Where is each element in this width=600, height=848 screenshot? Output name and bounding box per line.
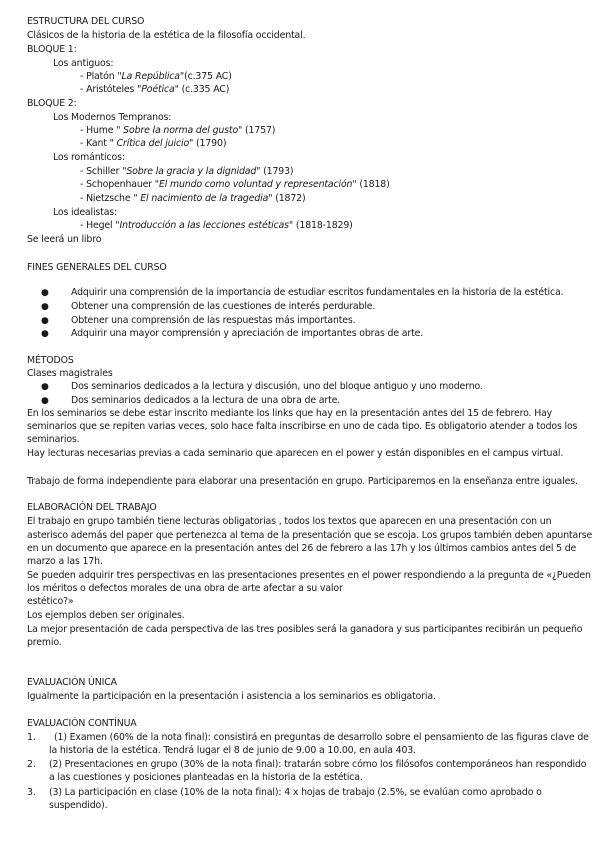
paragraph-line: en un documento que aparece en la presentación antes del 26 de febrero a las 17h y los últimos cambios antes del 5 de bbox=[27, 543, 577, 554]
reading-item: - Hume " Sobre la norma del gusto" (1757) bbox=[80, 125, 276, 136]
bloque1-group-title: Los antiguos: bbox=[53, 58, 114, 69]
bloque2-title: BLOQUE 2: bbox=[27, 98, 77, 109]
reading-item: - Kant " Crítica del juicio" (1790) bbox=[80, 138, 227, 149]
paragraph-line: seminarios que se repiten varias veces, solo hace falta inscribirse en uno de cada tipo. Es obligatorio atender a todos los bbox=[27, 421, 578, 432]
metodos-subheading: Clases magistrales bbox=[27, 368, 113, 379]
bullet-icon: ● bbox=[41, 382, 49, 392]
list-item: Obtener una comprensión de las respuestas más importantes. bbox=[71, 315, 356, 326]
paragraph-line: Hay lecturas necesarias previas a cada seminario que aparecen en el power y están disponibles en el campus virtual. bbox=[27, 448, 564, 459]
paragraph-line: estético?» bbox=[27, 596, 74, 607]
list-number: 2. bbox=[27, 759, 36, 770]
list-item-continued: la historia de la estética. Tendrá lugar el 8 de junio de 9.00 a 10.00, en aula 403. bbox=[49, 745, 416, 756]
list-item: Dos seminarios dedicados a la lectura de una obra de arte. bbox=[71, 395, 341, 406]
bullet-icon: ● bbox=[41, 288, 49, 298]
paragraph-line: los méritos o defectos morales de una obra de arte afectar a su valor bbox=[27, 583, 343, 594]
paragraph-line: El trabajo en grupo también tiene lecturas obligatorias , todos los textos que aparecen en una presentación con un bbox=[27, 516, 552, 527]
section-heading-evaluacion-continua: EVALUACIÓN CONTÍNUA bbox=[27, 718, 137, 729]
section-heading-estructura: ESTRUCTURA DEL CURSO bbox=[27, 16, 145, 27]
bullet-icon: ● bbox=[41, 396, 49, 406]
paragraph-line: marzo a las 17h. bbox=[27, 556, 103, 567]
paragraph-line: Trabajo de forma independiente para elaborar una presentación en grupo. Participaremos en la enseñanza entre iguales. bbox=[27, 476, 578, 487]
list-item: (3) La participación en clase (10% de la nota final): 4 x hojas de trabajo (2.5%, se evalúan como aprobado o bbox=[49, 787, 542, 798]
paragraph-line: La mejor presentación de cada perspectiva de las tres posibles será la ganadora y sus participantes recibirán un pequeño bbox=[27, 624, 583, 635]
paragraph-line: En los seminarios se debe estar inscrito mediante los links que hay en la presentación antes del 15 de febrero. Hay bbox=[27, 408, 553, 419]
section-heading-fines: FINES GENERALES DEL CURSO bbox=[27, 262, 167, 273]
list-item: Obtener una comprensión de las cuestiones de interés perdurable. bbox=[71, 301, 376, 312]
paragraph-line: asterisco además del paper que pertenezca al tema de la presentación que se escoja. Los grupos también deben apuntarse bbox=[27, 530, 593, 541]
bloque2-group-title: Los Modernos Tempranos: bbox=[53, 112, 172, 123]
list-item-continued: a las cuestiones y posiciones planteadas en la historia de la estética. bbox=[49, 772, 363, 783]
bloque1-title: BLOQUE 1: bbox=[27, 44, 77, 55]
section-heading-elaboracion: ELABORACIÓN DEL TRABAJO bbox=[27, 502, 157, 513]
reading-item: - Hegel "Introducción a las lecciones estéticas" (1818-1829) bbox=[80, 220, 353, 231]
list-item: (1) Examen (60% de la nota final): consistirá en preguntas de desarrollo sobre el pensamiento de las figuras clave de bbox=[54, 732, 589, 743]
bullet-icon: ● bbox=[41, 302, 49, 312]
bloque2-group-title: Los románticos: bbox=[53, 152, 125, 163]
list-item: (2) Presentaciones en grupo (30% de la nota final): tratarán sobre cómo los filósofos contemporáneos han respondido bbox=[49, 759, 587, 770]
paragraph-line: Se pueden adquirir tres perspectivas en las presentaciones presentes en el power respondiendo a la pregunta de «¿Pueden bbox=[27, 570, 591, 581]
paragraph-line: premio. bbox=[27, 637, 62, 648]
bullet-icon: ● bbox=[41, 316, 49, 326]
paragraph-line: Los ejemplos deben ser originales. bbox=[27, 610, 185, 621]
estructura-closing: Se leerá un libro bbox=[27, 234, 102, 245]
list-item: Adquirir una mayor comprensión y apreciación de importantes obras de arte. bbox=[71, 328, 424, 339]
list-number: 3. bbox=[27, 787, 36, 798]
reading-item: - Nietzsche " El nacimiento de la tragedia" (1872) bbox=[80, 193, 306, 204]
bullet-icon: ● bbox=[41, 329, 49, 339]
estructura-intro: Clásicos de la historia de la estética de la filosofía occidental. bbox=[27, 30, 306, 41]
paragraph-line: Igualmente la participación en la presentación i asistencia a los seminarios es obligatoria. bbox=[27, 691, 436, 702]
list-item: Adquirir una comprensión de la importancia de estudiar escritos fundamentales en la historia de la estética. bbox=[71, 287, 564, 298]
list-number: 1. bbox=[27, 732, 36, 743]
section-heading-metodos: MÉTODOS bbox=[27, 355, 74, 366]
list-item-continued: suspendido). bbox=[49, 800, 108, 811]
list-item: Dos seminarios dedicados a la lectura y discusión, uno del bloque antiguo y uno moderno. bbox=[71, 381, 483, 392]
paragraph-line: seminarios. bbox=[27, 434, 80, 445]
reading-item: - Aristóteles "Poética" (c.335 AC) bbox=[80, 84, 230, 95]
section-heading-evaluacion-unica: EVALUACIÓN ÚNICA bbox=[27, 677, 117, 688]
reading-item: - Schopenhauer "El mundo como voluntad y representación" (1818) bbox=[80, 179, 390, 190]
reading-item: - Schiller "Sobre la gracia y la dignidad" (1793) bbox=[80, 166, 294, 177]
bloque2-group-title: Los idealistas: bbox=[53, 207, 118, 218]
reading-item: - Platón "La República"(c.375 AC) bbox=[80, 71, 232, 82]
